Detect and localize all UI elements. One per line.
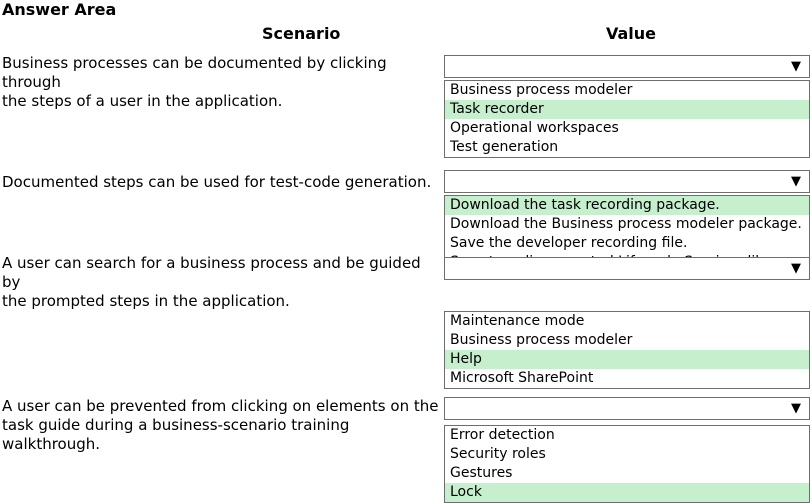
value-dropdown-4[interactable] — [444, 397, 810, 420]
scenario-column-header: Scenario — [262, 24, 341, 43]
dropdown-arrow-icon[interactable]: ▼ — [791, 174, 801, 189]
option-item[interactable]: Error detection — [450, 427, 555, 443]
option-item[interactable]: Business process modeler — [450, 332, 633, 348]
option-item[interactable]: Security roles — [450, 446, 546, 462]
scenario-text-3: A user can search for a business process and be guided by the prompted steps in the application. — [2, 254, 421, 310]
option-item[interactable]: Save the developer recording file. — [450, 235, 688, 251]
option-list-4 — [444, 425, 810, 503]
option-list-3 — [444, 311, 810, 389]
option-item[interactable]: Task recorder — [445, 100, 809, 119]
option-item[interactable]: Microsoft SharePoint — [450, 370, 594, 386]
option-item[interactable]: Business process modeler — [450, 82, 633, 98]
option-list-1 — [444, 80, 810, 158]
option-item[interactable]: Gestures — [450, 465, 513, 481]
value-dropdown-2[interactable] — [444, 170, 810, 193]
scenario-text-4: A user can be prevented from clicking on elements on the task guide during a business-scenario training walkthrough. — [2, 397, 439, 453]
option-item[interactable]: Maintenance mode — [450, 313, 585, 329]
dropdown-arrow-icon[interactable]: ▼ — [791, 261, 801, 276]
option-item[interactable]: Download the task recording package. — [445, 196, 809, 215]
value-dropdown-3[interactable] — [444, 257, 810, 280]
option-item[interactable]: Help — [445, 350, 809, 369]
dropdown-arrow-icon[interactable]: ▼ — [791, 401, 801, 416]
answer-area-title: Answer Area — [2, 0, 117, 19]
scenario-text-2: Documented steps can be used for test-code generation. — [2, 173, 432, 191]
dropdown-arrow-icon[interactable]: ▼ — [791, 59, 801, 74]
option-item[interactable]: Operational workspaces — [450, 120, 619, 136]
value-dropdown-1[interactable] — [444, 55, 810, 78]
scenario-text-1: Business processes can be documented by clicking through the steps of a user in the application. — [2, 54, 387, 110]
option-item[interactable]: Lock — [445, 483, 809, 502]
option-item[interactable]: Download the Business process modeler package. — [450, 216, 802, 232]
value-column-header: Value — [606, 24, 657, 43]
option-item[interactable]: Test generation — [450, 139, 559, 155]
